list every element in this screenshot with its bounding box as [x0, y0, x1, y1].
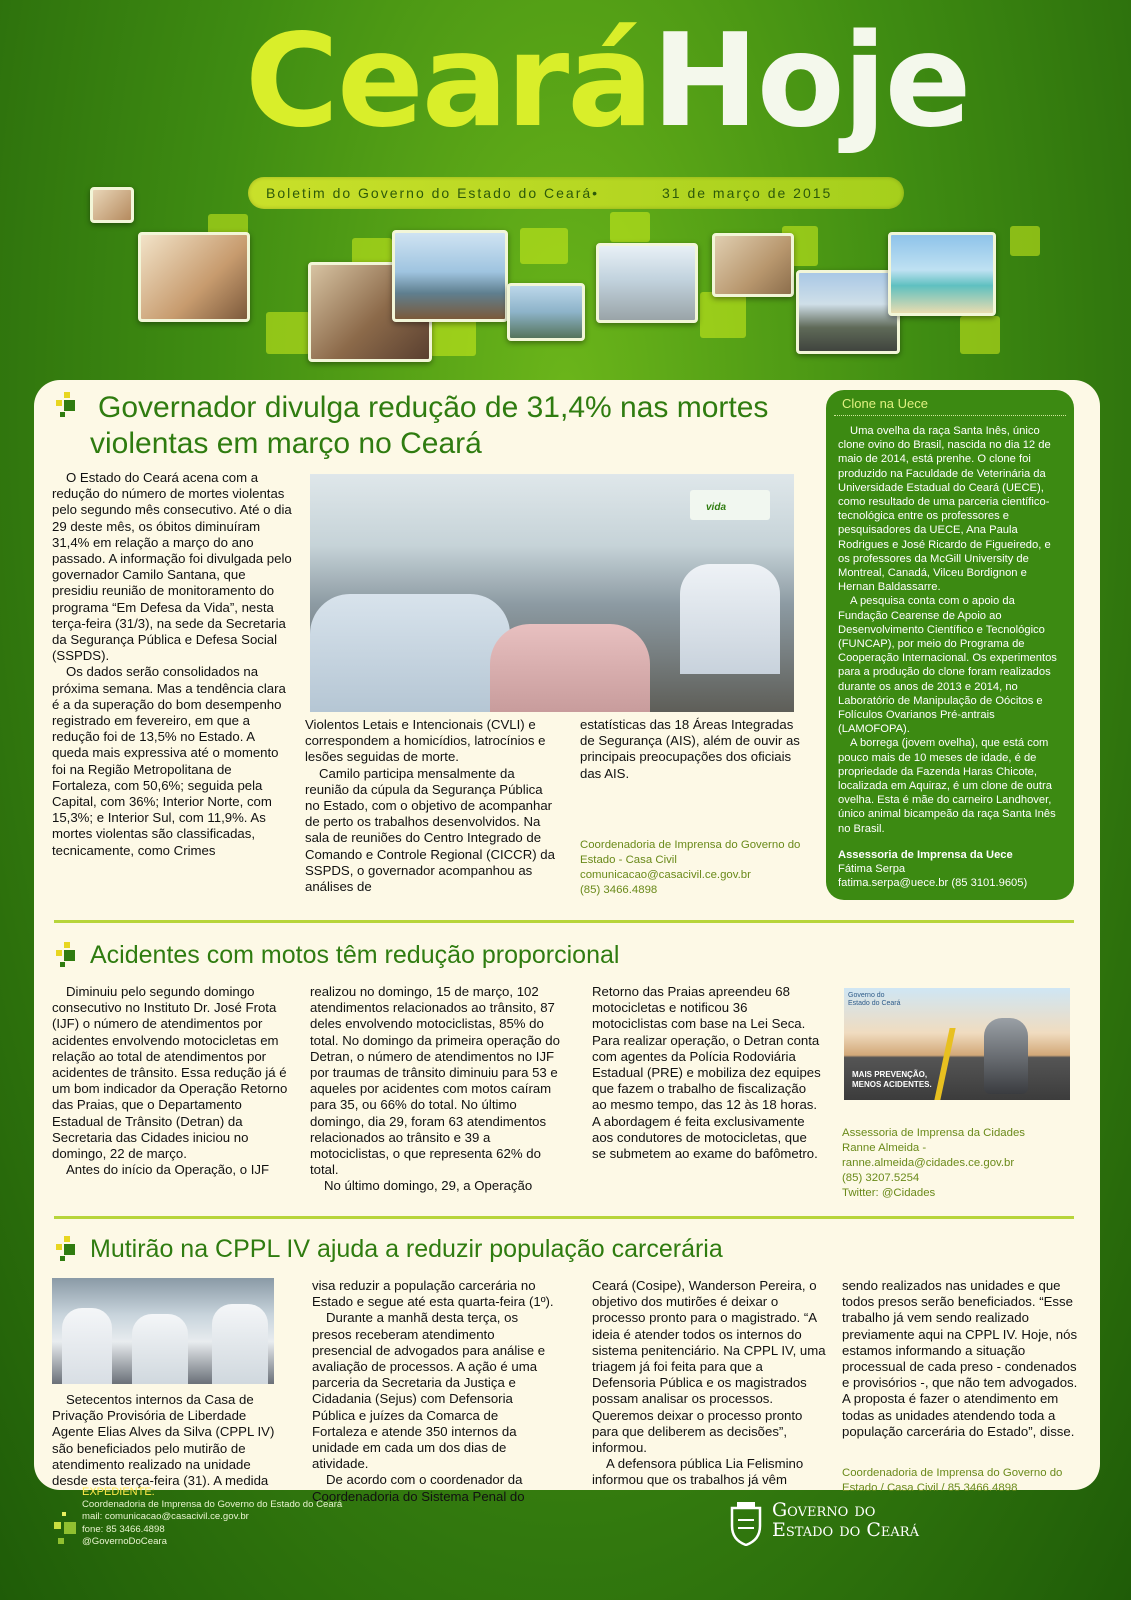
coat-of-arms-icon: [728, 1500, 764, 1546]
ad-slogan: [852, 1070, 932, 1090]
ad-slogan-line: MAIS PREVENÇÃO,: [852, 1070, 928, 1079]
credit-twitter[interactable]: Twitter: @Cidades: [842, 1187, 936, 1199]
header-photo-road: [796, 270, 900, 354]
article3-col3: [592, 1278, 826, 1489]
credit-line: Estado / Casa Civil / 85 3466.4898: [842, 1482, 1018, 1494]
article1-title: [90, 390, 820, 462]
deco-square: [520, 228, 568, 264]
ad-slogan-line: MENOS ACIDENTES.: [852, 1080, 932, 1089]
credit-line: Ranne Almeida -: [842, 1142, 927, 1154]
article3-title: Mutirão na CPPL IV ajuda a reduzir população carcerária: [90, 1235, 723, 1263]
article3-col1: [52, 1392, 277, 1489]
article1-credit: [580, 838, 810, 898]
article1-col3: [580, 717, 800, 782]
article3-col2: [312, 1278, 554, 1505]
header-photo-beach: [888, 232, 996, 316]
footer-expediente: [82, 1486, 342, 1549]
banner-title: Boletim do Governo do Estado do Ceará•: [266, 185, 600, 201]
article2-credit: [842, 1126, 1072, 1201]
paragraph: Camilo participa mensalmente da reunião da cúpula da Segurança Pública no Estado, com o objetivo de acompanhar de perto os trabalhos desenvolvidos. Na sala de reuniões do Centro Integrado de Comando e Controle Regional (CICCR) da SSPDS, o governador acompanhou as análises de: [305, 765, 555, 895]
masthead-banner: [248, 177, 904, 209]
section-divider: [54, 920, 1074, 923]
credit-line: Coordenadoria de Imprensa do Governo do: [580, 839, 801, 851]
deco-square: [430, 316, 476, 356]
gov-line: Estado do Ceará: [772, 1519, 919, 1541]
paragraph: No último domingo, 29, a Operação: [324, 1178, 533, 1194]
logo-hoje: Hoje: [651, 7, 970, 156]
deco-square: [960, 316, 1000, 354]
article3-photo-inmates: [52, 1278, 274, 1384]
footer-line: Coordenadoria de Imprensa do Governo do Estado do Ceará: [82, 1498, 343, 1510]
headline-bullet-icon: [56, 392, 76, 418]
article1-title-line2: violentas em março no Ceará: [90, 427, 482, 460]
article1-title-line1: Governador divulga redução de 31,4% nas mortes: [98, 391, 769, 424]
paragraph: A defensora pública Lia Felismino informou que os trabalhos já vêm: [592, 1456, 804, 1488]
paragraph: O Estado do Ceará acena com a redução do número de mortes violentas pelo segundo mês consecutivo. Até o dia 29 deste mês, os óbitos diminuíram 31,4% em relação a março do ano passado. A informação foi divulgada pelo governador Camilo Santana, que presidiu reunião de monitoramento do programa “Em Defesa da Vida”, nesta terça-feira (31/3), na sede da Secretaria da Segurança Pública e Defesa Social (SSPDS).: [52, 470, 292, 664]
credit-email[interactable]: comunicacao@casacivil.ce.gov.br: [580, 869, 751, 881]
footer-email[interactable]: mail: comunicacao@casacivil.ce.gov.br: [82, 1511, 249, 1522]
article2-title: Acidentes com motos têm redução proporcional: [90, 941, 620, 969]
article2-col3: [592, 984, 822, 1162]
paragraph: A borrega (jovem ovelha), que está com pouco mais de 10 meses de idade, é de propriedade da Fazenda Haras Chicote, localizada em Aquiraz, é um clone de outra ovelha. Esta é mãe do carneiro Landhover, único animal bicampeão da raça Santa Inês no Brasil.: [838, 737, 1056, 835]
sidebar-box: [826, 390, 1074, 900]
footer-twitter[interactable]: @GovernoDoCeara: [82, 1536, 167, 1547]
footer-phone: fone: 85 3466.4898: [82, 1523, 165, 1535]
article3-col4: [842, 1278, 1078, 1440]
section-divider: [54, 1216, 1074, 1219]
paragraph: De acordo com o coordenador da Coordenadoria do Sistema Penal do: [312, 1472, 525, 1504]
paragraph: estatísticas das 18 Áreas Integradas de Segurança (AIS), além de ouvir as principais preocupações dos oficiais das AIS.: [580, 717, 800, 781]
paragraph: Os dados serão consolidados na próxima semana. Mas a tendência clara é a da superação do bom desempenho registrado em fevereiro, em que a redução foi de 13,5% no Estado. A queda mais expressiva até o momento foi na Região Metropolitana de Fortaleza, com 50,6%; seguida pela Capital, com 36%; Interior Norte, com 15,3%; e Interior Sul, com 11,9%. As mortes violentas são classificadas, tecnicamente, como Crimes: [52, 664, 286, 858]
ad-brand-line: Governo do: [848, 992, 885, 999]
paragraph: Uma ovelha da raça Santa Inês, único clone ovino do Brasil, nascida no dia 12 de maio de 2014, está prenhe. O clone foi produzido na Faculdade de Veterinária da Universidade Estadual do Ceará (UECE), como resultado de uma parceria científico-tecnológica entre os professores e pesquisadores da UECE, Ana Paula Rodrigues e José Ricardo de Figueiredo, e os professores da McGill University de Montreal, Canadá, Vilceu Bordignon e Hernan Baldassarre.: [838, 425, 1051, 594]
paragraph: A pesquisa conta com o apoio da Fundação Cearense de Apoio ao Desenvolvimento Científico e Tecnológico (FUNCAP), por meio do Programa de Cooperação Internacional. Os experimentos para a produção do clone foram realizados durante os anos de 2013 e 2014, no Laboratório de Manipulação de Oócitos e Folículos Ovarianos Pré-antrais (LAMOFOPA).: [838, 595, 1057, 736]
header-photo-building: [596, 243, 698, 323]
credit-line: Coordenadoria de Imprensa do Governo do: [842, 1467, 1063, 1479]
paragraph: Setecentos internos da Casa de Privação Provisória de Liberdade Agente Elias Alves da Silva (CPPL IV) são beneficiados pelo mutirão de atendimento realizado na unidade desde esta terça-feira (31). A medida: [52, 1392, 275, 1489]
header-photo-child: [138, 232, 250, 322]
footer-title: EXPEDIENTE:: [82, 1486, 155, 1498]
paragraph: Durante a manhã desta terça, os presos receberam atendimento presencial de advogados para análise e avaliação de processos. A ação é uma parceria da Secretaria da Justiça e Cidadania (Sejus) com Defensoria Pública e juízes da Comarca de Fortaleza e atende 350 internos da unidade em cada um dos dias de atividade.: [312, 1310, 546, 1472]
ad-brand: [848, 992, 901, 1008]
credit-line: Estado - Casa Civil: [580, 854, 677, 866]
sidebar-title: Clone na Uece: [834, 390, 1066, 416]
header-photo-small: [90, 187, 134, 223]
photo-wall-text: vida: [706, 502, 727, 513]
deco-square: [1010, 226, 1040, 256]
sidebar-credit-title: Assessoria de Imprensa da Uece: [838, 848, 1013, 861]
gov-line: Governo do: [772, 1499, 876, 1521]
article2-ad-image: [844, 988, 1070, 1100]
paragraph: Antes do início da Operação, o IJF: [66, 1162, 270, 1178]
article2-col1: [52, 984, 292, 1178]
paragraph: visa reduzir a população carcerária no Estado e segue até esta quarta-feira (1º).: [312, 1278, 554, 1310]
headline-bullet-icon: [56, 942, 76, 968]
masthead-logo: [245, 7, 970, 156]
ad-brand-line: Estado do Ceará: [848, 1000, 901, 1007]
header-photo-coast: [507, 283, 585, 341]
paragraph: Retorno das Praias apreendeu 68 motocicletas e notificou 36 motociclistas com base na Lei Seca. Para realizar operação, o Detran conta com agentes da Polícia Rodoviária Estadual (PRE) e mobiliza dez equipes que fazem o trabalho de fiscalização ao mesmo tempo, das 12 às 18 horas. A abordagem é feita exclusivamente aos condutores de motocicletas, que se submetem ao exame do bafômetro.: [592, 984, 821, 1162]
headline-bullet-icon: [56, 1236, 76, 1262]
paragraph: Ceará (Cosipe), Wanderson Pereira, o objetivo dos mutirões é deixar o processo pronto para o magistrado. “A ideia é atender todos os internos do sistema penitenciário. Na CPPL IV, uma triagem já foi feita para que a Defensoria Pública e os magistrados possam analisar os processos. Queremos deixar o processo pronto para que deliberem as decisões”, informou.: [592, 1278, 826, 1456]
gov-wordmark: [772, 1500, 919, 1540]
credit-line: Assessoria de Imprensa da Cidades: [842, 1127, 1025, 1139]
credit-phone: (85) 3466.4898: [580, 884, 658, 896]
sidebar-body: [826, 416, 1074, 891]
footer-bullet-icon: [52, 1512, 82, 1552]
banner-date: 31 de março de 2015: [662, 185, 833, 201]
deco-square: [610, 212, 650, 242]
ad-motorcyclist: [984, 1018, 1028, 1094]
article2-col2: [310, 984, 560, 1195]
article1-col2: [305, 717, 555, 895]
paragraph: Diminuiu pelo segundo domingo consecutivo no Instituto Dr. José Frota (IJF) o número de atendimentos por acidentes envolvendo motocicletas em relação ao total de atendimentos por acidentes de trânsito. Essa redução já é um bom indicador da Operação Retorno das Praias, que o Departamento Estadual de Trânsito (Detran) da Secretaria das Cidades iniciou no domingo, 22 de março.: [52, 984, 288, 1162]
header-photo-port: [392, 230, 508, 322]
credit-phone: (85) 3207.5254: [842, 1172, 920, 1184]
sidebar-credit-name: Fátima Serpa: [838, 863, 906, 876]
sidebar-credit-contact[interactable]: fatima.serpa@uece.br (85 3101.9605): [838, 877, 1028, 890]
deco-square: [266, 312, 310, 354]
header-photo-construction: [712, 233, 794, 297]
logo-ceara: Ceará: [245, 7, 652, 156]
paragraph: sendo realizados nas unidades e que todos presos serão beneficiados. “Esse trabalho já vem sendo realizado previamente aqui na CPPL IV. Hoje, nós estamos informando a situação processual de cada preso - condenados e provisórios -, que não tem advogados. A proposta é fazer o atendimento em todas as unidades atendendo toda a população carcerária do Estado”, disse.: [842, 1278, 1078, 1439]
article1-photo-meeting: [310, 474, 794, 712]
paragraph: Violentos Letais e Intencionais (CVLI) e correspondem a homicídios, latrocínios e lesões seguidas de morte.: [305, 717, 546, 765]
deco-square: [700, 292, 746, 338]
article3-credit: [842, 1466, 1078, 1496]
article1-col1: [52, 470, 292, 859]
credit-email[interactable]: ranne.almeida@cidades.ce.gov.br: [842, 1157, 1015, 1169]
paragraph: realizou no domingo, 15 de março, 102 atendimentos relacionados ao trânsito, 87 deles envolvendo motociclistas, 85% do total. No domingo da primeira operação do Detran, o número de atendimentos no IJF por traumas de trânsito diminuiu para 53 e aqueles por acidentes com motos caíram para 35, ou 66% do total. No último domingo, dia 29, foram 63 atendimentos relacionados ao trânsito e 39 a motociclistas, o que representa 62% do total.: [310, 984, 560, 1178]
